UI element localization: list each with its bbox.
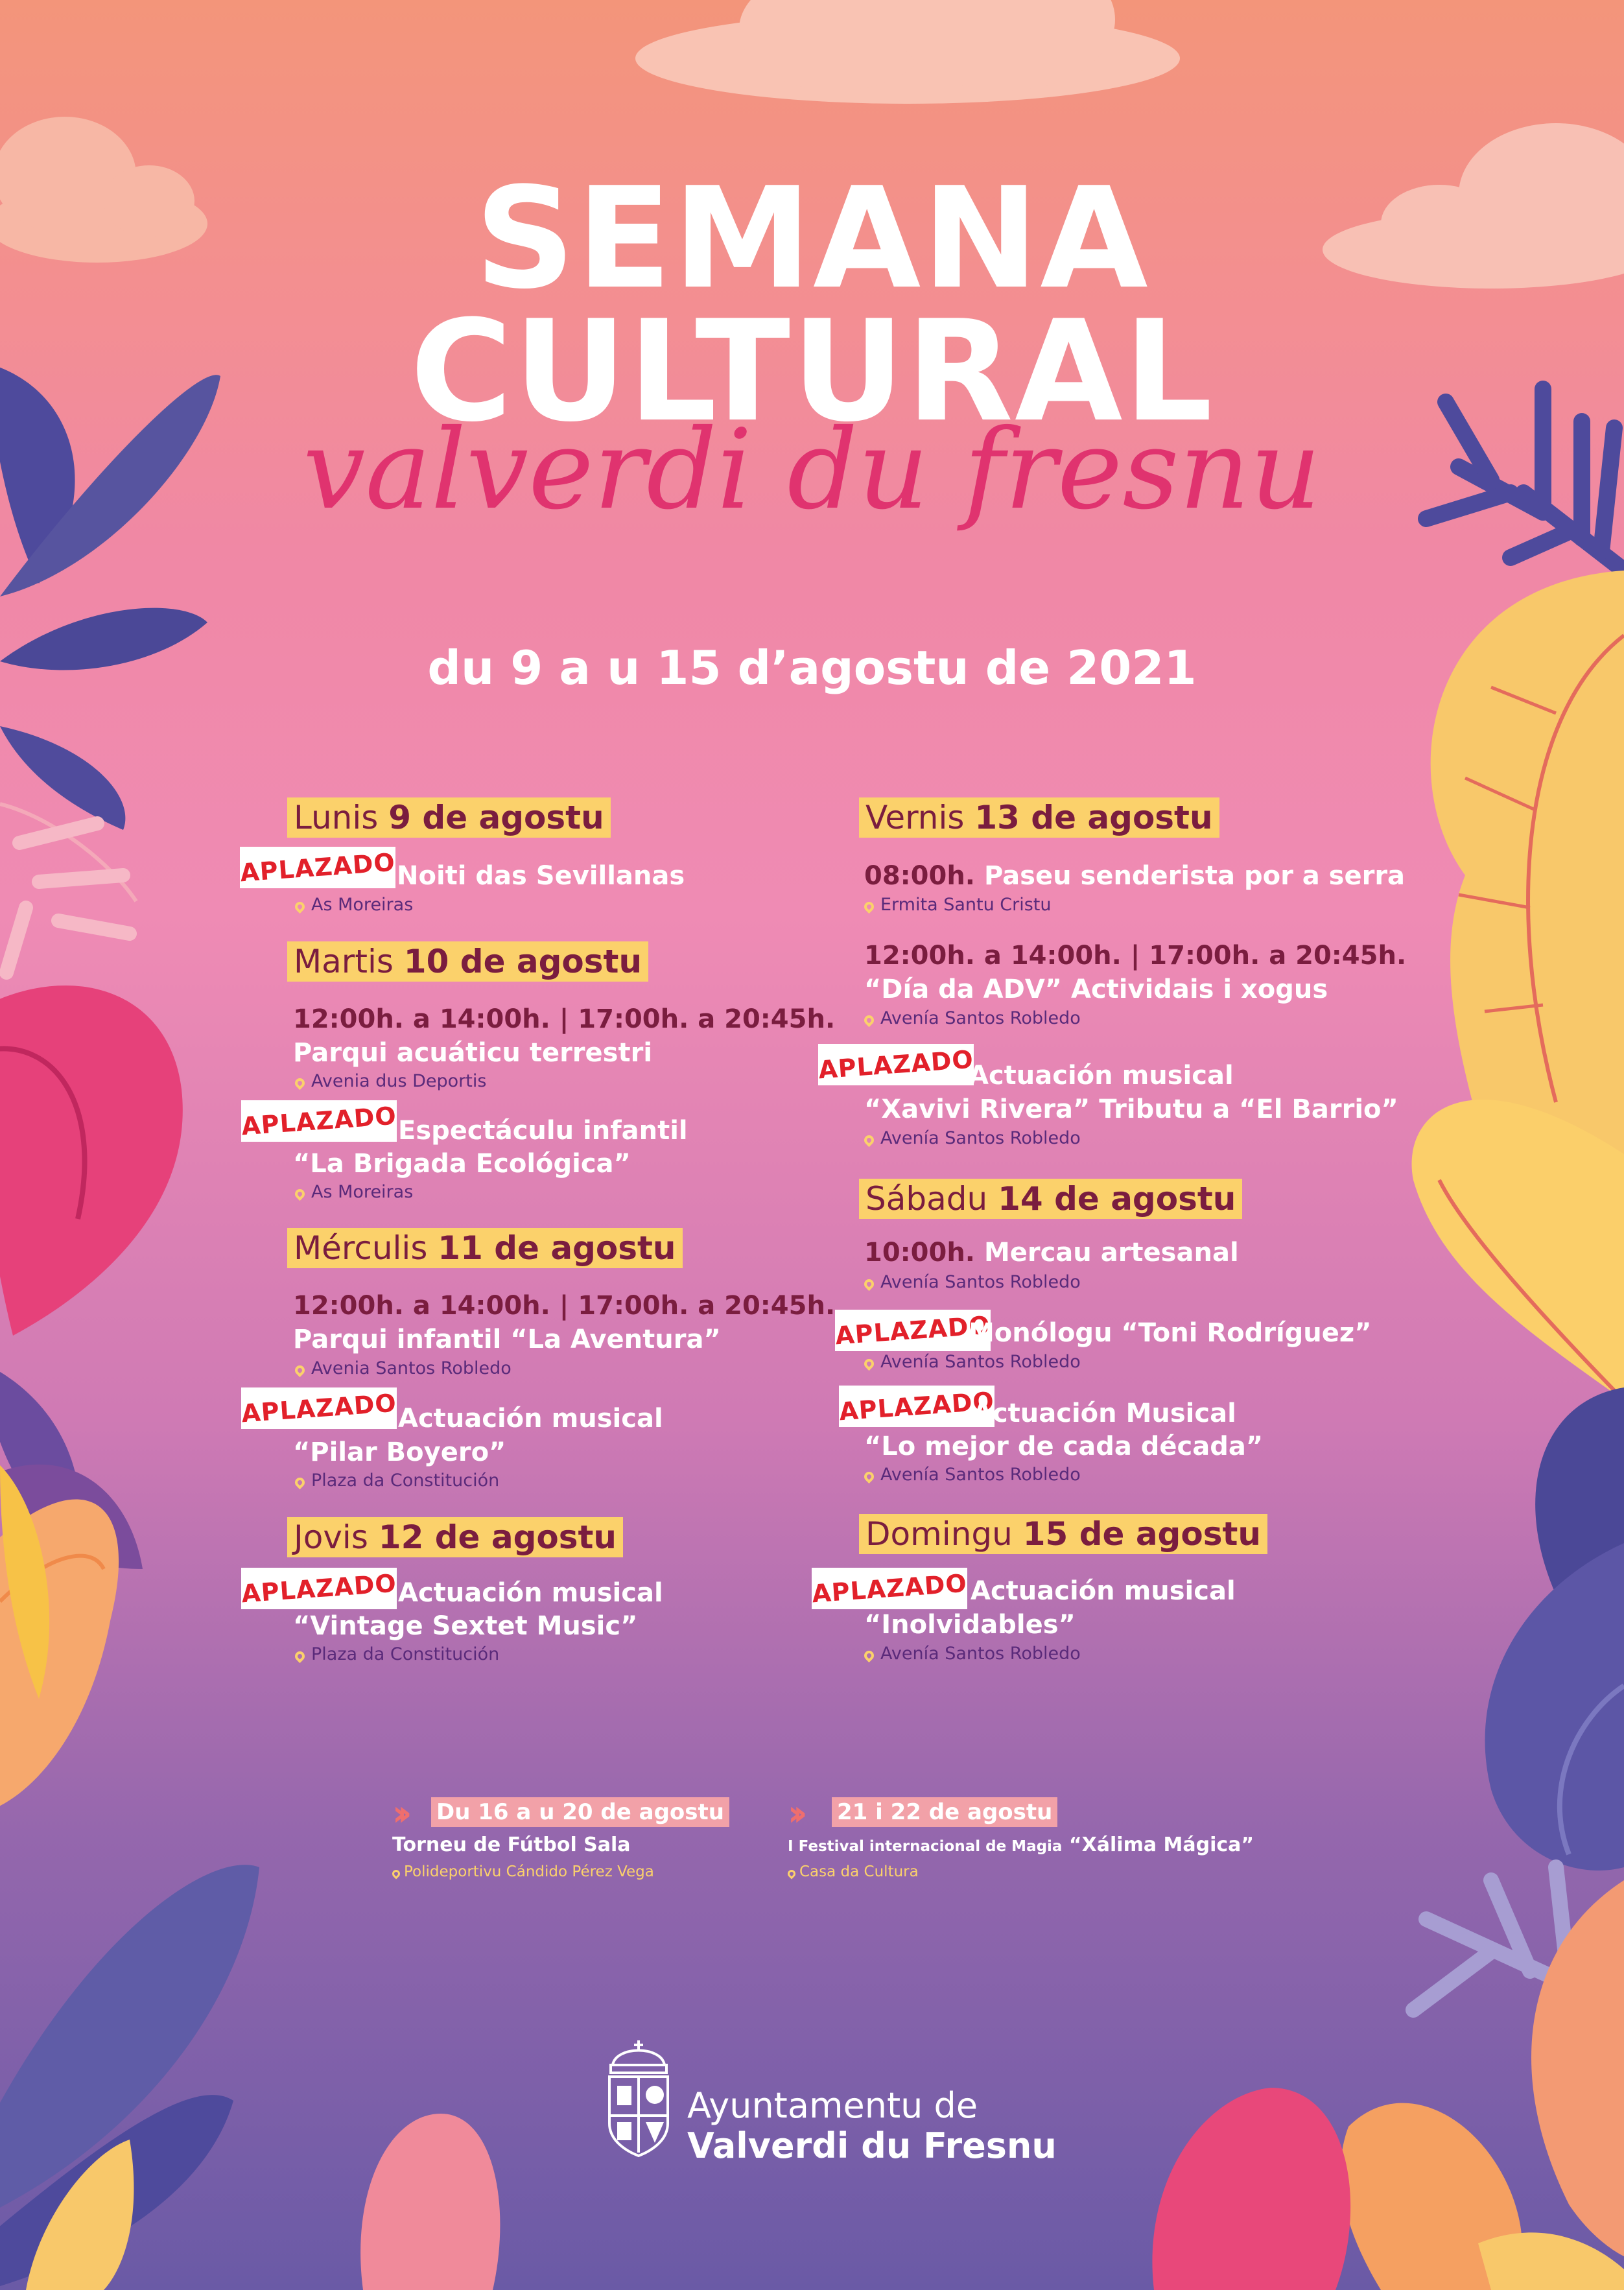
location-pin-icon [293, 1187, 307, 1201]
extra-date-tag: Du 16 a u 20 de agostu [431, 1797, 729, 1827]
footer-line-2: Valverdi du Fresnu [687, 2125, 1057, 2166]
event-place: As Moreiras [295, 1182, 413, 1203]
location-pin-icon [391, 1869, 402, 1880]
extra-event-place: Polideportivu Cándido Pérez Vega [392, 1862, 654, 1882]
event-subtitle: “Xavivi Rivera” Tributu a “El Barrio” [864, 1094, 1398, 1124]
extra-event-title: I Festival internacional de Magia “Xálima Mágica” [788, 1834, 1254, 1856]
event-title: Mercau artesanal [983, 1238, 1239, 1268]
event-time: 12:00h. a 14:00h. | 17:00h. a 20:45h. [864, 941, 1407, 971]
postponed-stamp: APLAZADO [817, 1045, 975, 1085]
event-title: Actuación musical [969, 1061, 1234, 1091]
location-pin-icon [862, 1357, 876, 1371]
postponed-stamp: APLAZADO [240, 1388, 398, 1428]
event-line [864, 860, 1405, 891]
event-place: Plaza da Constitución [295, 1644, 499, 1665]
day-header-domingu: Domingu 15 de agostu [859, 1514, 1267, 1554]
title-line-1: SEMANA [475, 157, 1149, 320]
location-pin-icon [862, 1013, 876, 1027]
event-title: Actuación musical [398, 1404, 663, 1434]
chevron-double-right-icon: ›› [392, 1793, 403, 1834]
day-header-martis: Martis 10 de agostu [287, 941, 648, 982]
event-title: Monólogu “Toni Rodríguez” [969, 1318, 1372, 1348]
event-title: Paseu senderista por a serra [983, 861, 1406, 891]
event-place: Avenía Santos Robledo [864, 1644, 1081, 1664]
postponed-stamp: APLAZADO [834, 1310, 992, 1351]
title-line-2: CULTURAL [410, 290, 1214, 453]
event-line [864, 1237, 1239, 1268]
event-title: Espectáculu infantil [398, 1116, 688, 1146]
event-place: Avenía Santos Robledo [864, 1008, 1081, 1029]
event-subtitle: “Lo mejor de cada década” [864, 1432, 1264, 1461]
location-pin-icon [862, 1277, 876, 1291]
day-header-lunis: Lunis 9 de agostu [287, 797, 611, 838]
event-time: 12:00h. a 14:00h. | 17:00h. a 20:45h. [293, 1004, 836, 1034]
postponed-stamp: APLAZADO [810, 1568, 969, 1609]
location-pin-icon [293, 1363, 307, 1377]
location-pin-icon [293, 1476, 307, 1489]
location-pin-icon [862, 1649, 876, 1662]
event-title: Noiti das Sevillanas [397, 861, 685, 891]
location-pin-icon [862, 1470, 876, 1483]
extra-date-tag: 21 i 22 de agostu [832, 1797, 1057, 1827]
event-place: Avenía Santos Robledo [864, 1128, 1081, 1149]
location-pin-icon [862, 1133, 876, 1147]
event-time: 12:00h. a 14:00h. | 17:00h. a 20:45h. [293, 1291, 836, 1321]
event-time: 08:00h. [864, 861, 975, 891]
event-place: As Moreiras [295, 895, 413, 915]
event-subtitle: “Vintage Sextet Music” [293, 1611, 638, 1641]
day-header-jovis: Jovis 12 de agostu [287, 1517, 623, 1557]
location-pin-icon [293, 900, 307, 914]
location-pin-icon [293, 1076, 307, 1090]
event-subtitle: “Inolvidables” [864, 1610, 1076, 1640]
event-place: Ermita Santu Cristu [864, 895, 1052, 915]
event-place: Avenia dus Deportis [295, 1071, 486, 1092]
footer-line-1: Ayuntamentu de [687, 2085, 978, 2126]
location-pin-icon [786, 1869, 797, 1880]
postponed-stamp: APLAZADO [240, 1568, 398, 1609]
extra-event-title: Torneu de Fútbol Sala [392, 1834, 631, 1856]
event-title: Actuación musical [398, 1578, 663, 1608]
extra-event-place: Casa da Cultura [788, 1862, 919, 1882]
event-title: Actuación musical [971, 1576, 1236, 1606]
event-time: 10:00h. [864, 1238, 975, 1268]
day-header-sabadu: Sábadu 14 de agostu [859, 1179, 1242, 1219]
event-place: Avenía Santos Robledo [864, 1465, 1081, 1485]
day-header-merculis: Mérculis 11 de agostu [287, 1228, 683, 1268]
day-header-vernis: Vernis 13 de agostu [859, 797, 1219, 838]
event-place: Plaza da Constitución [295, 1470, 499, 1491]
script-subtitle: valverdi du fresnu [303, 406, 1321, 534]
date-range: du 9 a u 15 d’agostu de 2021 [427, 641, 1197, 695]
event-place: Avenía Santos Robledo [864, 1272, 1081, 1293]
coat-of-arms-icon [603, 2039, 674, 2162]
location-pin-icon [293, 1649, 307, 1663]
event-title: Actuación Musical [972, 1399, 1236, 1428]
event-title: “Día da ADV” Actividais i xogus [864, 974, 1328, 1004]
event-place: Avenia Santos Robledo [295, 1358, 512, 1379]
event-subtitle: “La Brigada Ecológica” [293, 1149, 631, 1179]
event-title: Parqui acuáticu terrestri [293, 1038, 653, 1068]
chevron-double-right-icon: ›› [788, 1793, 799, 1834]
postponed-stamp: APLAZADO [240, 1101, 398, 1141]
postponed-stamp: APLAZADO [239, 847, 397, 888]
event-place: Avenía Santos Robledo [864, 1352, 1081, 1373]
event-subtitle: “Pilar Boyero” [293, 1437, 506, 1467]
event-title: Parqui infantil “La Aventura” [293, 1325, 721, 1354]
cloud-top-icon [635, 0, 1180, 104]
location-pin-icon [862, 900, 876, 914]
postponed-stamp: APLAZADO [838, 1386, 996, 1426]
